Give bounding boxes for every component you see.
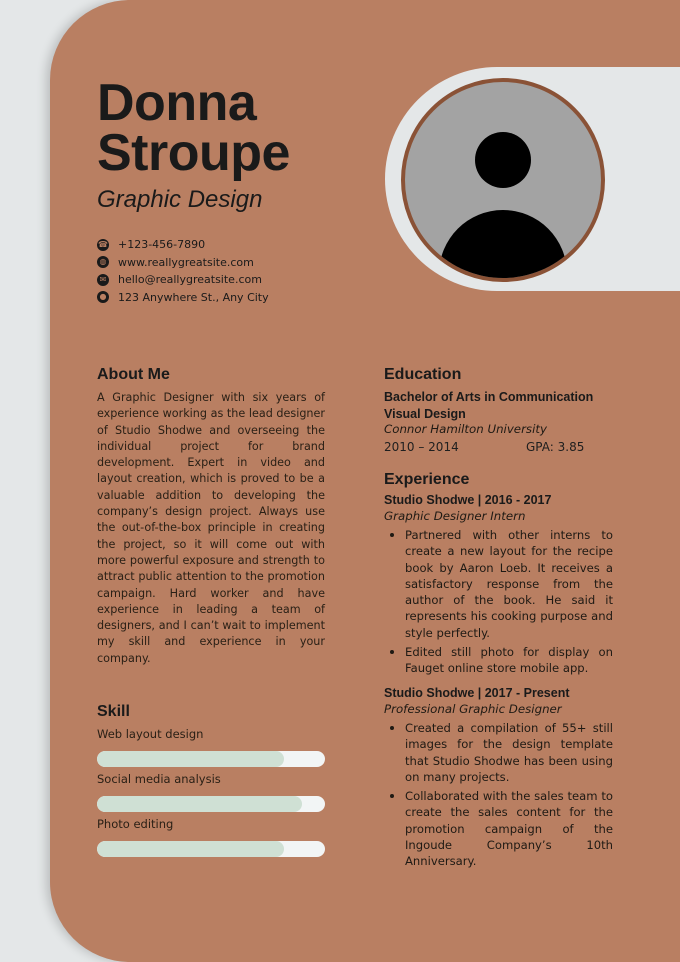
job-title: Studio Shodwe | 2017 - Present xyxy=(384,686,570,700)
avatar-head xyxy=(475,132,531,188)
contact-list xyxy=(97,236,269,306)
skill-label: Social media analysis xyxy=(97,772,221,786)
job-bullets xyxy=(384,527,613,680)
education-degree: Bachelor of Arts in Communication Visual Design xyxy=(384,390,594,421)
education-gpa: GPA: 3.85 xyxy=(526,440,585,454)
skill-bar-fill xyxy=(97,841,284,857)
job-title: Studio Shodwe | 2016 - 2017 xyxy=(384,493,552,507)
education-years: 2010 – 2014 xyxy=(384,440,459,454)
skill-label: Web layout design xyxy=(97,727,204,741)
avatar-body xyxy=(439,210,567,282)
skill-label: Photo editing xyxy=(97,817,174,831)
profile-photo xyxy=(401,78,605,282)
job-bullets xyxy=(384,720,613,873)
contact-website xyxy=(97,254,269,272)
job-role: Graphic Designer Intern xyxy=(384,509,526,523)
skill-bar xyxy=(97,841,325,857)
skill-title: Skill xyxy=(97,703,130,720)
mail-icon: ✉ xyxy=(97,274,109,286)
contact-phone xyxy=(97,236,269,254)
contact-email xyxy=(97,271,269,289)
location-pin-icon: ● xyxy=(97,291,109,303)
website-text: www.reallygreatsite.com xyxy=(118,255,254,269)
email-text: hello@reallygreatsite.com xyxy=(118,273,262,287)
job-role: Professional Graphic Designer xyxy=(384,702,562,716)
first-name: Donna xyxy=(97,74,257,132)
education-title: Education xyxy=(384,366,462,383)
contact-address xyxy=(97,289,269,307)
job-bullet: Created a compilation of 55+ still images for the design template that Studio Shodwe has been using on many projects. xyxy=(384,720,613,785)
about-text: A Graphic Designer with six years of experience working as the lead designer of Studio Shodwe and overseeing the individual project for brand development. Expert in video and layout creation, which is proved to be a valuable addition to developing the company’s design project. Always use the out-of-the-box principle in creating the project, so it will come out with more powerful exposure and strength to attract public attention to the promotion campaign. Hard worker and have experience in leading a team of designers, and I can’t wait to implement my skill and experience in your company. xyxy=(97,391,325,665)
last-name: Stroupe xyxy=(97,124,290,182)
skill-bar-fill xyxy=(97,751,284,767)
job-bullet: Partnered with other interns to create a new layout for the recipe book by Aaron Loeb. It receives a satisfactory response from the author of the book. He said it represents his cooking purpose and style perfectly. xyxy=(384,527,613,641)
education-school: Connor Hamilton University xyxy=(384,422,547,436)
experience-title: Experience xyxy=(384,471,470,488)
phone-icon: ☎ xyxy=(98,239,108,249)
job-bullet: Edited still photo for display on Fauget online store mobile app. xyxy=(384,644,613,677)
globe-icon: ◍ xyxy=(97,256,109,268)
skill-bar-fill xyxy=(97,796,302,812)
job-role: Graphic Design xyxy=(97,186,263,213)
job-bullet: Collaborated with the sales team to create the sales content for the promotion campaign of the Ingoude Company’s 10th Anniversary. xyxy=(384,788,613,869)
skill-bar xyxy=(97,751,325,767)
skill-bar xyxy=(97,796,325,812)
about-title: About Me xyxy=(97,366,170,383)
address-text: 123 Anywhere St., Any City xyxy=(118,290,269,304)
phone-text: +123-456-7890 xyxy=(118,238,206,252)
person-name xyxy=(97,74,290,182)
